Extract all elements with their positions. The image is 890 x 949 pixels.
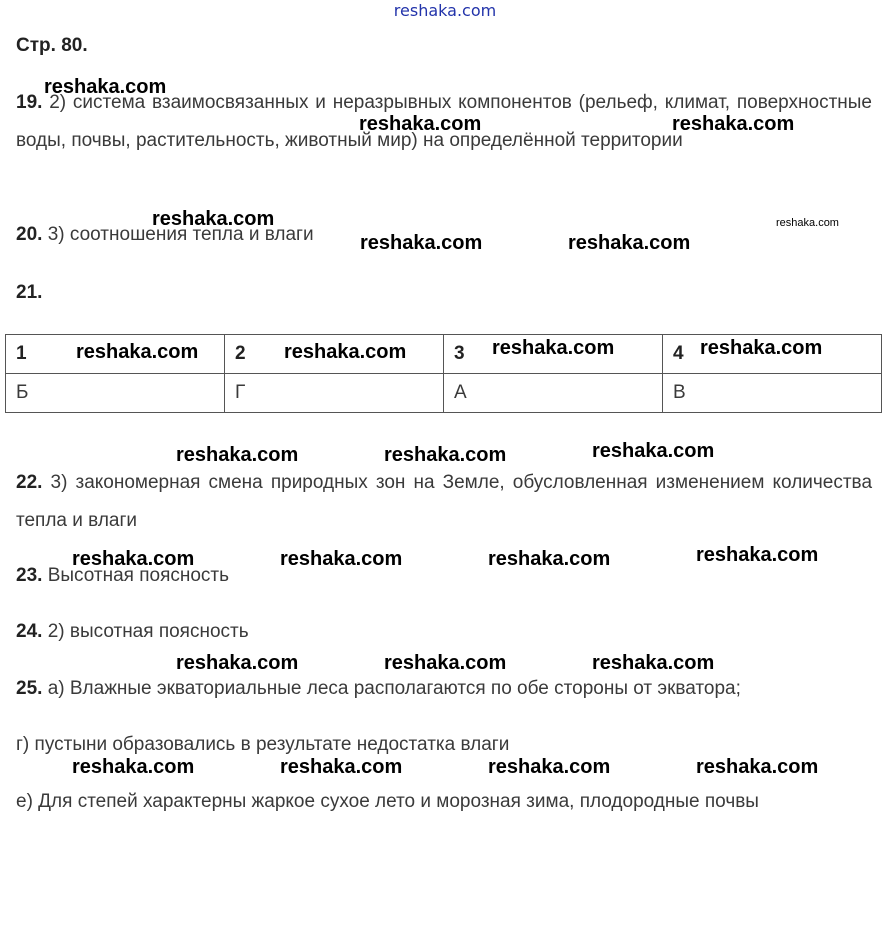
table-answer-cell: Г — [225, 374, 444, 413]
watermark-small: reshaka.com — [776, 217, 839, 229]
watermark: reshaka.com — [280, 756, 403, 778]
watermark: reshaka.com — [384, 652, 507, 674]
watermark: reshaka.com — [488, 756, 611, 778]
watermark: reshaka.com — [592, 652, 715, 674]
table-header-cell: 1 — [6, 335, 225, 374]
watermark: reshaka.com — [152, 208, 275, 230]
question-number: 25. — [16, 678, 43, 699]
question-25-answer-g: г) пустыни образовались в результате недостатка влаги — [16, 734, 510, 755]
page-label: Стр. 80. — [16, 35, 88, 56]
watermark: reshaka.com — [360, 232, 483, 254]
watermark: reshaka.com — [384, 444, 507, 466]
question-number: 20. — [16, 224, 43, 245]
table-answer-cell: Б — [6, 374, 225, 413]
question-number: 24. — [16, 621, 43, 642]
table-answer-cell: В — [663, 374, 882, 413]
table-answer-row — [6, 374, 882, 413]
watermark: reshaka.com — [280, 548, 403, 570]
question-answer-a: а) Влажные экваториальные леса располагаются по обе стороны от экватора; — [47, 678, 741, 699]
watermark: reshaka.com — [284, 341, 407, 363]
watermark: reshaka.com — [44, 76, 167, 98]
watermark: reshaka.com — [488, 548, 611, 570]
watermark: reshaka.com — [672, 113, 795, 135]
table-header-cell: 4 — [663, 335, 882, 374]
question-number: 22. — [16, 472, 43, 493]
table-answer-cell: А — [444, 374, 663, 413]
question-answer: Высотная поясность — [47, 565, 230, 586]
question-25-answer-e: е) Для степей характерны жаркое сухое лето и морозная зима, плодородные почвы — [16, 791, 759, 812]
question-number: 23. — [16, 565, 43, 586]
watermark: reshaka.com — [592, 440, 715, 462]
watermark: reshaka.com — [696, 756, 819, 778]
watermark: reshaka.com — [568, 232, 691, 254]
watermark: reshaka.com — [176, 444, 299, 466]
question-24 — [16, 613, 872, 651]
question-25 — [16, 670, 872, 708]
question-answer: 3) закономерная смена природных зон на Земле, обусловленная изменением количества тепла и влаги — [16, 472, 873, 531]
top-watermark: reshaka.com — [393, 1, 497, 20]
watermark: reshaka.com — [72, 548, 195, 570]
question-answer: 2) система взаимосвязанных и неразрывных компонентов (рельеф, климат, поверхностные воды, почвы, растительность, животный мир) на определённой территории — [16, 92, 872, 151]
table-header-cell: 3 — [444, 335, 663, 374]
question-answer: 2) высотная поясность — [47, 621, 249, 642]
watermark: reshaka.com — [176, 652, 299, 674]
question-answer: 3) соотношения тепла и влаги — [47, 224, 314, 245]
question-21-number: 21. — [16, 282, 43, 303]
watermark: reshaka.com — [359, 113, 482, 135]
watermark: reshaka.com — [76, 341, 199, 363]
question-22 — [16, 464, 872, 540]
watermark: reshaka.com — [72, 756, 195, 778]
question-number: 19. — [16, 92, 43, 113]
watermark: reshaka.com — [700, 337, 823, 359]
table-header-cell: 2 — [225, 335, 444, 374]
watermark: reshaka.com — [696, 544, 819, 566]
watermark: reshaka.com — [492, 337, 615, 359]
